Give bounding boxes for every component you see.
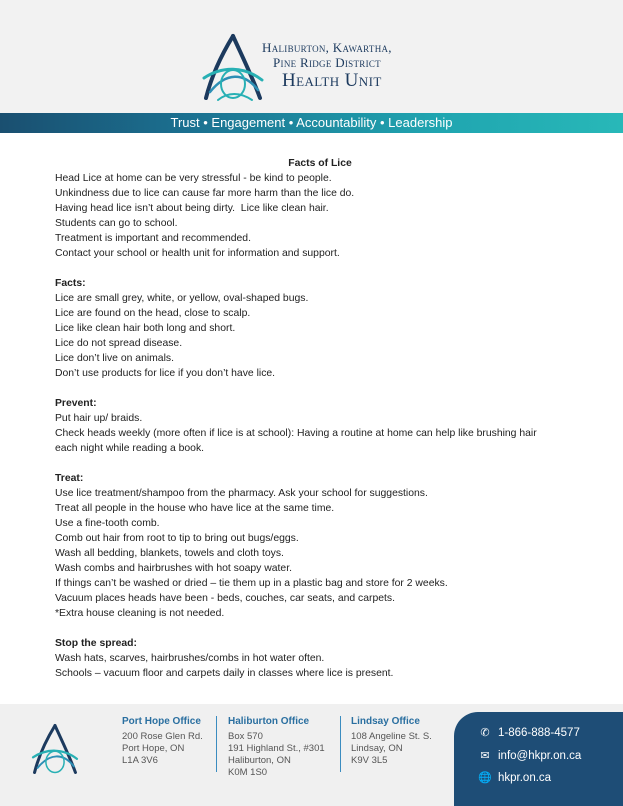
phone-number: 1-866-888-4577 [498, 727, 580, 739]
spread-item: Wash hats, scarves, hairbrushes/combs in hot water often. [55, 653, 325, 664]
treat-item: Use lice treatment/shampoo from the pharmacy. Ask your school for suggestions. [55, 488, 428, 499]
treat-item: Treat all people in the house who have lice at the same time. [55, 503, 335, 514]
header [0, 0, 623, 113]
organization-name [262, 40, 392, 91]
website-row[interactable] [478, 771, 551, 785]
divider [340, 716, 341, 772]
office-address-line: Box 570 [228, 731, 263, 742]
org-line-3: Health Unit [282, 70, 382, 91]
office-address-line: Haliburton, ON [228, 755, 291, 766]
treat-item: Comb out hair from root to tip to bring out bugs/eggs. [55, 533, 299, 544]
document-title: Facts of Lice [288, 158, 352, 169]
intro-line: Head Lice at home can be very stressful - be kind to people. [55, 173, 332, 184]
email-icon: ✉ [480, 750, 490, 762]
office-name: Lindsay Office [351, 716, 420, 727]
document-body [55, 156, 575, 681]
phone-row[interactable] [478, 726, 580, 740]
footer-logo [30, 722, 80, 776]
prevent-heading: Prevent: [55, 398, 97, 409]
office-address-line: 108 Angeline St. S. [351, 731, 432, 742]
intro-line: Treatment is important and recommended. [55, 233, 251, 244]
treat-item: Wash combs and hairbrushes with hot soapy water. [55, 563, 292, 574]
intro-line: Having head lice isn’t about being dirty. Lice like clean hair. [55, 203, 329, 214]
facts-heading: Facts: [55, 278, 86, 289]
phone-icon: ✆ [480, 727, 490, 739]
treat-item: Use a fine-tooth comb. [55, 518, 160, 529]
treat-item: *Extra house cleaning is not needed. [55, 608, 225, 619]
health-unit-logo [200, 32, 266, 102]
website-link: hkpr.on.ca [498, 772, 552, 784]
treat-item: Vacuum places heads have been - beds, couches, car seats, and carpets. [55, 593, 396, 604]
org-line-2: Pine Ridge District [273, 55, 381, 70]
treat-heading: Treat: [55, 473, 84, 484]
contact-panel [454, 712, 623, 806]
facts-item: Lice like clean hair both long and short. [55, 323, 236, 334]
treat-item: If things can’t be washed or dried – tie them up in a plastic bag and store for 2 weeks. [55, 578, 448, 589]
prevent-item: Put hair up/ braids. [55, 413, 143, 424]
intro-line: Contact your school or health unit for information and support. [55, 248, 340, 259]
office-address-line: L1A 3V6 [122, 755, 158, 766]
office-address-line: 200 Rose Glen Rd. [122, 731, 203, 742]
intro-line: Students can go to school. [55, 218, 178, 229]
office-port-hope [122, 716, 203, 767]
spread-item: Schools – vacuum floor and carpets daily in classes where lice is present. [55, 668, 394, 679]
office-address-line: Port Hope, ON [122, 743, 185, 754]
facts-item: Lice do not spread disease. [55, 338, 183, 349]
office-address-line: 191 Highland St., #301 [228, 743, 325, 754]
divider [216, 716, 217, 772]
office-address-line: Lindsay, ON [351, 743, 403, 754]
tagline-band [0, 113, 623, 133]
org-line-1: Haliburton, Kawartha, [262, 40, 392, 55]
tagline: Trust • Engagement • Accountability • Leadership [170, 115, 453, 130]
intro-line: Unkindness due to lice can cause far more harm than the lice do. [55, 188, 355, 199]
office-name: Port Hope Office [122, 716, 201, 727]
office-address-line: K0M 1S0 [228, 767, 268, 778]
facts-item: Lice are found on the head, close to scalp. [55, 308, 251, 319]
email-row[interactable] [478, 749, 581, 763]
office-address-line: K9V 3L5 [351, 755, 388, 766]
treat-item: Wash all bedding, blankets, towels and cloth toys. [55, 548, 284, 559]
spread-heading: Stop the spread: [55, 638, 137, 649]
email-address: info@hkpr.on.ca [498, 750, 582, 762]
facts-item: Lice don’t live on animals. [55, 353, 174, 364]
office-name: Haliburton Office [228, 716, 310, 727]
facts-item: Lice are small grey, white, or yellow, oval-shaped bugs. [55, 293, 309, 304]
facts-item: Don’t use products for lice if you don’t have lice. [55, 368, 276, 379]
globe-icon: 🌐 [478, 772, 492, 784]
prevent-item: Check heads weekly (more often if lice is at school): Having a routine at home can help like brushing hair each night while reading a book. [55, 428, 537, 454]
office-lindsay [351, 716, 432, 767]
office-haliburton [228, 716, 325, 779]
